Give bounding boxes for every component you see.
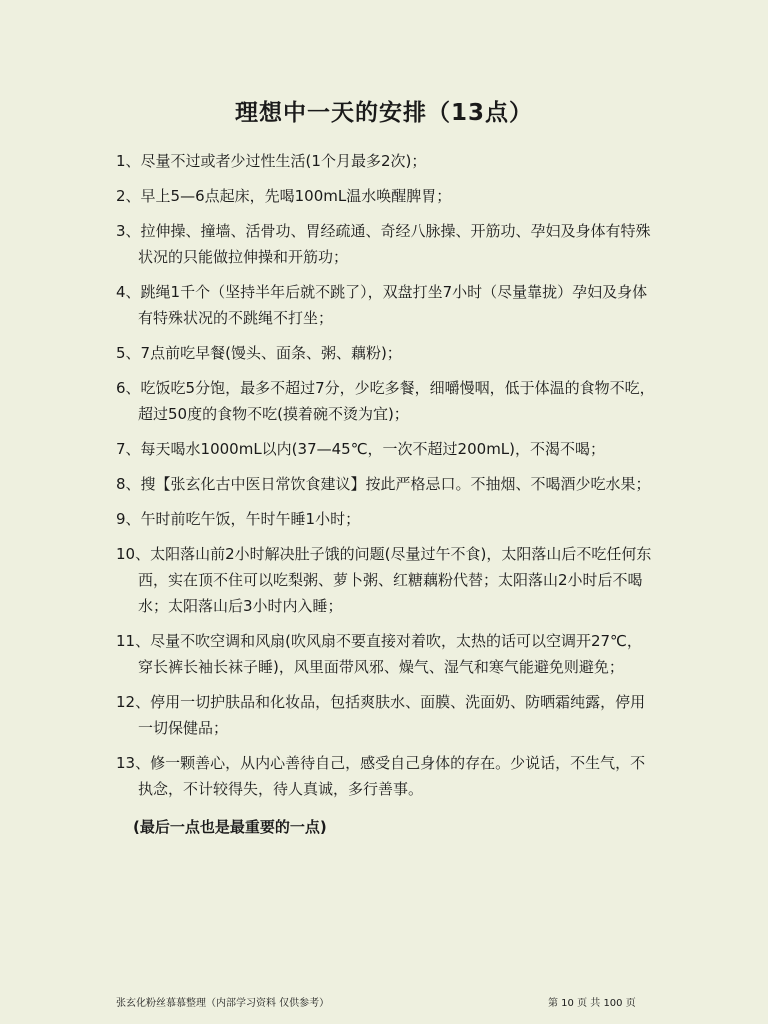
list-item: 3、拉伸操、撞墙、活骨功、胃经疏通、奇经八脉操、开筋功、孕妇及身体有特殊状况的只能做拉伸操和开筋功； <box>116 222 651 266</box>
list-item: 7、每天喝水1000mL以内(37—45℃，一次不超过200mL)，不渴不喝； <box>116 440 606 458</box>
list-item: 4、跳绳1千个（坚持半年后就不跳了），双盘打坐7小时（尽量靠拢）孕妇及身体有特殊状况的不跳绳不打坐； <box>116 283 648 327</box>
page-number: 第 10 页 共 100 页 <box>548 998 636 1009</box>
list-item: 12、停用一切护肤品和化妆品，包括爽肤水、面膜、洗面奶、防晒霜纯露，停用一切保健品； <box>116 693 646 737</box>
item-list <box>116 148 656 811</box>
list-item: 13、修一颗善心，从内心善待自己，感受自己身体的存在。少说话，不生气，不执念，不计较得失，待人真诚，多行善事。 <box>116 754 646 798</box>
list-item: 10、太阳落山前2小时解决肚子饿的问题(尽量过午不食)，太阳落山后不吃任何东西，实在顶不住可以吃梨粥、萝卜粥、红糖藕粉代替；太阳落山2小时后不喝水；太阳落山后3小时内入睡； <box>116 545 652 615</box>
footer-source-note: 张玄化粉丝慕慕整理（内部学习资料 仅供参考） <box>116 998 330 1009</box>
list-item: 8、搜【张玄化古中医日常饮食建议】按此严格忌口。不抽烟、不喝酒少吃水果； <box>116 475 651 493</box>
list-item: 11、尽量不吹空调和风扇(吹风扇不要直接对着吹，太热的话可以空调开27℃，穿长裤长袖长袜子睡)，风里面带风邪、燥气、湿气和寒气能避免则避免； <box>116 632 642 676</box>
closing-note: (最后一点也是最重要的一点) <box>133 818 327 836</box>
list-item: 5、7点前吃早餐(馒头、面条、粥、藕粉)； <box>116 344 402 362</box>
list-item: 6、吃饭吃5分饱，最多不超过7分，少吃多餐，细嚼慢咽，低于体温的食物不吃，超过50度的食物不吃(摸着碗不烫为宜)； <box>116 379 655 423</box>
list-item: 2、早上5—6点起床，先喝100mL温水唤醒脾胃； <box>116 187 452 205</box>
list-item: 1、尽量不过或者少过性生活(1个月最多2次)； <box>116 152 427 170</box>
list-item: 9、午时前吃午饭，午时午睡1小时； <box>116 510 361 528</box>
page-title: 理想中一天的安排（13点） <box>234 100 533 126</box>
